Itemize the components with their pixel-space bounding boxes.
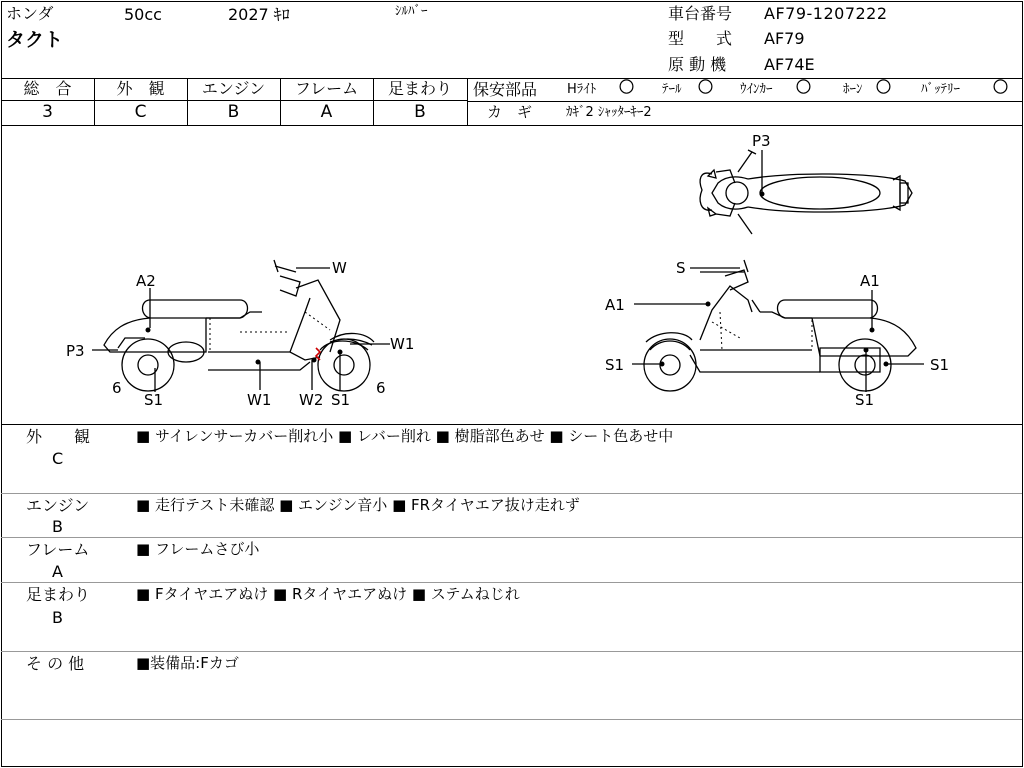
safety-taillight: ﾃｰﾙ <box>662 82 682 97</box>
label-s1-front-right: S1 <box>605 356 625 374</box>
label-w: W <box>332 259 347 277</box>
safety-battery: ﾊﾞｯﾃﾘｰ <box>921 82 960 97</box>
scooter-damage-diagram <box>0 126 1022 424</box>
safety-battery-mark: 〇 <box>993 78 1009 96</box>
frame-number-value: AF79-1207222 <box>764 4 888 23</box>
safety-taillight-mark: 〇 <box>698 78 714 96</box>
note-other-label: そ の 他 <box>26 654 85 673</box>
grid-line <box>1 424 1022 425</box>
label-s1-rear-left: S1 <box>144 391 164 409</box>
note-engine-text: ■ 走行テスト未確認 ■ エンジン音小 ■ FRタイヤエア抜け走れず <box>136 496 580 514</box>
frame-number-label: 車台番号 <box>668 4 733 23</box>
safety-horn: ﾎｰﾝ <box>843 82 863 97</box>
note-suspension-text: ■ Fタイヤエアぬけ ■ Rタイヤエアぬけ ■ ステムねじれ <box>136 585 520 603</box>
key-label: カ ギ <box>487 103 533 121</box>
label-a2: A2 <box>136 272 156 290</box>
grade-frame-label: フレーム <box>294 79 359 98</box>
row-divider <box>1 719 1022 720</box>
grade-exterior-label: 外 観 <box>116 79 165 98</box>
note-engine-grade: B <box>52 517 63 536</box>
safety-headlight-mark: 〇 <box>619 78 635 96</box>
note-exterior-text: ■ サイレンサーカバー削れ小 ■ レバー削れ ■ 樹脂部色あせ ■ シート色あせ中 <box>136 427 674 445</box>
note-frame-grade: A <box>52 562 63 581</box>
row-divider <box>1 651 1022 652</box>
note-exterior-label: 外 観 <box>26 427 91 446</box>
note-frame-text: ■ フレームさび小 <box>136 540 260 558</box>
label-6-rear: 6 <box>112 379 122 397</box>
body-color: ｼﾙﾊﾞｰ <box>395 4 428 19</box>
safety-headlight: Hﾗｲﾄ <box>567 82 597 97</box>
label-s1-rear-right: S1 <box>930 356 950 374</box>
grade-exterior-value: C <box>134 102 147 122</box>
model-name: タクト <box>6 29 64 51</box>
engine-model-label: 原 動 機 <box>668 55 727 74</box>
displacement: 50cc <box>124 5 162 24</box>
grade-overall-value: 3 <box>42 102 53 122</box>
note-suspension-grade: B <box>52 608 63 627</box>
label-top-p3: P3 <box>752 132 771 150</box>
note-other-text: ■装備品:Fカゴ <box>136 654 239 672</box>
label-a1-top: A1 <box>860 272 880 290</box>
note-exterior-grade: C <box>52 449 64 468</box>
label-s1-bottom-right: S1 <box>855 391 875 409</box>
row-divider <box>1 493 1022 494</box>
grid-line <box>1 100 468 101</box>
label-left-p3: P3 <box>66 342 85 360</box>
note-frame-label: フレーム <box>26 540 90 559</box>
label-w1: W1 <box>247 391 272 409</box>
label-6-front: 6 <box>376 379 386 397</box>
note-engine-label: エンジン <box>26 496 90 515</box>
safety-horn-mark: 〇 <box>876 78 892 96</box>
grade-suspension-value: B <box>414 102 426 122</box>
type-value: AF79 <box>764 29 805 48</box>
grid-line <box>467 101 1022 102</box>
engine-model-value: AF74E <box>764 55 815 74</box>
safety-winker: ｳｲﾝｶｰ <box>740 82 773 97</box>
key-value: ｶｷﾞ2 ｼｬｯﾀｰｷｰ2 <box>566 105 652 120</box>
note-suspension-label: 足まわり <box>26 585 91 604</box>
grade-engine-value: B <box>227 102 240 122</box>
grade-engine-label: エンジン <box>201 79 266 98</box>
row-divider <box>1 582 1022 583</box>
label-a1-left: A1 <box>605 296 625 314</box>
maker: ホンダ <box>6 4 54 23</box>
scooter-top-view <box>700 150 912 234</box>
safety-winker-mark: 〇 <box>796 78 812 96</box>
mileage: 2027 ｷﾛ <box>228 5 290 24</box>
type-label: 型 式 <box>668 29 733 48</box>
label-s: S <box>676 259 686 277</box>
grade-overall-label: 総 合 <box>23 79 72 98</box>
label-w1-front: W1 <box>390 335 415 353</box>
label-w2: W2 <box>299 391 324 409</box>
grade-suspension-label: 足まわり <box>387 79 452 98</box>
row-divider <box>1 537 1022 538</box>
safety-parts-label: 保安部品 <box>473 80 538 99</box>
grade-frame-value: A <box>320 102 333 122</box>
label-s1-front-left: S1 <box>331 391 351 409</box>
